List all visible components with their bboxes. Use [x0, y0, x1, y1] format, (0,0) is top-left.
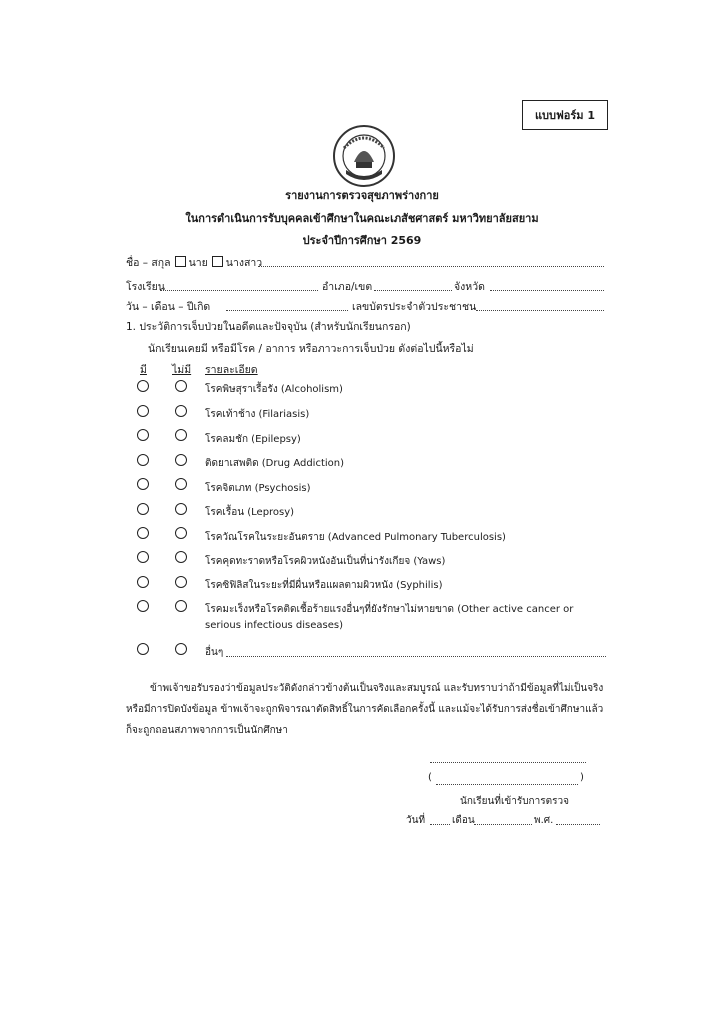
- filariasis-no-radio[interactable]: [175, 405, 187, 417]
- column-detail-header: รายละเอียด: [205, 364, 258, 376]
- date-month-field[interactable]: [474, 824, 532, 825]
- tuberculosis-no-radio[interactable]: [175, 527, 187, 539]
- disease-item: โรคพิษสุราเรื้อรัง (Alcoholism): [205, 384, 343, 395]
- signature-paren-open: (: [428, 772, 432, 783]
- tuberculosis-yes-radio[interactable]: [137, 527, 149, 539]
- province-field[interactable]: [490, 290, 604, 291]
- alcoholism-no-radio[interactable]: [175, 380, 187, 392]
- leprosy-no-radio[interactable]: [175, 503, 187, 515]
- disease-item: โรคซิฟิลิสในระยะที่มีผื่นหรือแผลตามผิวหนัง (Syphilis): [205, 580, 443, 591]
- title-ms-checkbox[interactable]: [212, 256, 223, 267]
- section-1-title: 1. ประวัติการเจ็บป่วยในอดีตและปัจจุบัน (สำหรับนักเรียนกรอก): [126, 321, 411, 333]
- school-field[interactable]: [160, 290, 318, 291]
- cancer-no-radio[interactable]: [175, 600, 187, 612]
- date-day-label: วันที่: [406, 815, 426, 826]
- date-year-label: พ.ศ.: [534, 815, 554, 826]
- academic-year: ประจำปีการศึกษา 2569: [302, 234, 422, 247]
- other-yes-radio[interactable]: [137, 643, 149, 655]
- name-field[interactable]: [258, 266, 604, 267]
- province-label: จังหวัด: [454, 281, 485, 293]
- yaws-no-radio[interactable]: [175, 551, 187, 563]
- report-subtitle: ในการดำเนินการรับบุคคลเข้าศึกษาในคณะเภสัชศาสตร์ มหาวิทยาลัยสยาม: [185, 212, 539, 225]
- declaration-text: ข้าพเจ้าขอรับรองว่าข้อมูลประวัติดังกล่าวข้างต้นเป็นจริงและสมบูรณ์ และรับทราบว่าถ้ามีข้อมูลที่ไม่เป็นจริงหรือมีการปิดบังข้อมูล ข้าพเจ้าจะถูกพิจารณาตัดสิทธิ์ในการคัดเลือกครั้งนี้ และแม้จะได้รับการส่งชื่อเข้าศึกษาแล้ว ก็จะถูกถอนสภาพจากการเป็นนักศึกษา: [126, 683, 604, 736]
- disease-item-continued: serious infectious diseases): [205, 620, 344, 631]
- disease-item: โรคเท้าช้าง (Filariasis): [205, 409, 310, 420]
- drug-addiction-yes-radio[interactable]: [137, 454, 149, 466]
- column-yes-header: มี: [140, 364, 147, 376]
- school-label: โรงเรียน: [126, 281, 165, 293]
- alcoholism-yes-radio[interactable]: [137, 380, 149, 392]
- other-field[interactable]: [226, 656, 606, 657]
- signature-paren-close: ): [580, 772, 584, 783]
- form-number-badge: แบบฟอร์ม 1: [522, 100, 608, 130]
- disease-item: โรควัณโรคในระยะอันตราย (Advanced Pulmonary Tuberculosis): [205, 532, 506, 543]
- birth-date-label: วัน – เดือน – ปีเกิด: [126, 301, 211, 313]
- name-row: [126, 254, 262, 271]
- other-label: อื่นๆ: [205, 647, 224, 658]
- column-no-header: ไม่มี: [172, 364, 192, 376]
- disease-item: โรคคุดทะราดหรือโรคผิวหนังอันเป็นที่น่ารังเกียจ (Yaws): [205, 556, 446, 567]
- filariasis-yes-radio[interactable]: [137, 405, 149, 417]
- report-title: รายงานการตรวจสุขภาพร่างกาย: [285, 189, 439, 202]
- signature-field[interactable]: [430, 762, 586, 763]
- date-month-label: เดือน: [452, 815, 475, 826]
- title-mr-checkbox[interactable]: [175, 256, 186, 267]
- other-no-radio[interactable]: [175, 643, 187, 655]
- title-mr-label: นาย: [188, 257, 208, 269]
- university-seal-icon: [332, 124, 396, 188]
- drug-addiction-no-radio[interactable]: [175, 454, 187, 466]
- title-ms-label: นางสาว: [225, 257, 263, 269]
- epilepsy-no-radio[interactable]: [175, 429, 187, 441]
- leprosy-yes-radio[interactable]: [137, 503, 149, 515]
- date-day-field[interactable]: [430, 824, 450, 825]
- disease-item: โรคมะเร็งหรือโรคติดเชื้อร้ายแรงอื่นๆที่ยังรักษาไม่หายขาด (Other active cancer or: [205, 604, 574, 615]
- signatory-role: นักเรียนที่เข้ารับการตรวจ: [460, 796, 569, 807]
- syphilis-no-radio[interactable]: [175, 576, 187, 588]
- cancer-yes-radio[interactable]: [137, 600, 149, 612]
- birth-date-field[interactable]: [226, 310, 348, 311]
- epilepsy-yes-radio[interactable]: [137, 429, 149, 441]
- section-1-question: นักเรียนเคยมี หรือมีโรค / อาการ หรือภาวะการเจ็บป่วย ดังต่อไปนี้หรือไม่: [148, 343, 474, 355]
- disease-item: โรคเรื้อน (Leprosy): [205, 507, 295, 518]
- disease-item: ติดยาเสพติด (Drug Addiction): [205, 458, 345, 469]
- syphilis-yes-radio[interactable]: [137, 576, 149, 588]
- id-card-label: เลขบัตรประจำตัวประชาชน: [352, 301, 477, 313]
- printed-name-field[interactable]: [436, 784, 578, 785]
- id-card-field[interactable]: [476, 310, 604, 311]
- psychosis-no-radio[interactable]: [175, 478, 187, 490]
- yaws-yes-radio[interactable]: [137, 551, 149, 563]
- disease-item: โรคลมชัก (Epilepsy): [205, 434, 301, 445]
- district-label: อำเภอ/เขต: [322, 281, 373, 293]
- psychosis-yes-radio[interactable]: [137, 478, 149, 490]
- disease-item: โรคจิตเภท (Psychosis): [205, 483, 311, 494]
- district-field[interactable]: [374, 290, 452, 291]
- name-label: ชื่อ – สกุล: [126, 257, 171, 269]
- date-year-field[interactable]: [556, 824, 600, 825]
